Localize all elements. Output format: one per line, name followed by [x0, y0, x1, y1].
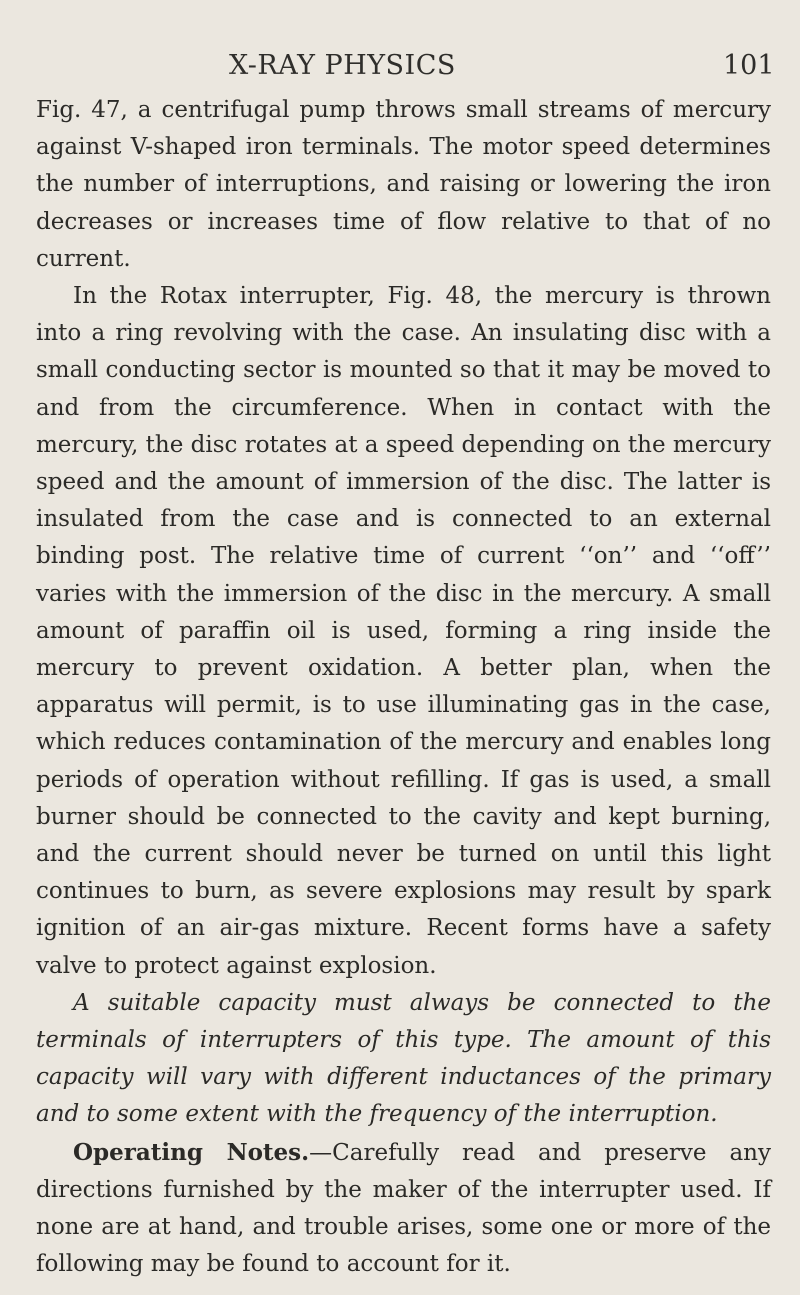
paragraph-rotax-interrupter: In the Rotax interrupter, Fig. 48, the mercury is thrown into a ring revolving with the case. An insulating disc with a small conducting sector is mounted so that it may be moved to and from the circumference. When in contact with the mercury, the disc rotates at a speed depending on the mercury speed and the amount of immersion of the disc. The latter is insulated from the case and is connected to an external binding post. The relative time of current ‘‘on’’ and ‘‘off’’ varies with the immersion of the disc in the mercury. A small amount of paraffin oil is used, forming a ring inside the mercury to prevent oxidation. A better plan, when the apparatus will permit, is to use illuminating gas in the case, which reduces contamination of the mercury and enables long periods of operation without refilling. If gas is used, a small burner should be connected to the cavity and kept burning, and the current should never be turned on until this light continues to burn, as severe explosions may result by spark ignition of an air-gas mixture. Recent forms have a safety valve to protect against explosion.	[36, 283, 772, 979]
paragraph-capacity-note: A suitable capacity must always be connected to the terminals of interrupters of this type. The amount of this capacity will vary with different inductances of the primary and to some extent with the frequency of the interruption.	[36, 989, 771, 1128]
body-text	[36, 92, 771, 1284]
paragraph-operating-notes	[36, 1134, 771, 1284]
page-number: 101	[723, 50, 775, 81]
paragraph-centrifugal-pump: Fig. 47, a centrifugal pump throws small streams of mercury against V-shaped iron terminals. The motor speed determines the number of interruptions, and raising or lowering the iron decreases or increases time of flow relative to that of no current.	[36, 97, 771, 272]
page-header	[0, 50, 800, 90]
operating-notes-heading: Operating Notes.	[73, 1138, 310, 1166]
running-head: X-RAY PHYSICS	[229, 50, 456, 81]
operating-notes-text: —Carefully read and preserve any directions furnished by the maker of the interrupter used. If none are at hand, and trouble arises, some one or more of the following may be found to account for it.	[36, 1139, 771, 1278]
